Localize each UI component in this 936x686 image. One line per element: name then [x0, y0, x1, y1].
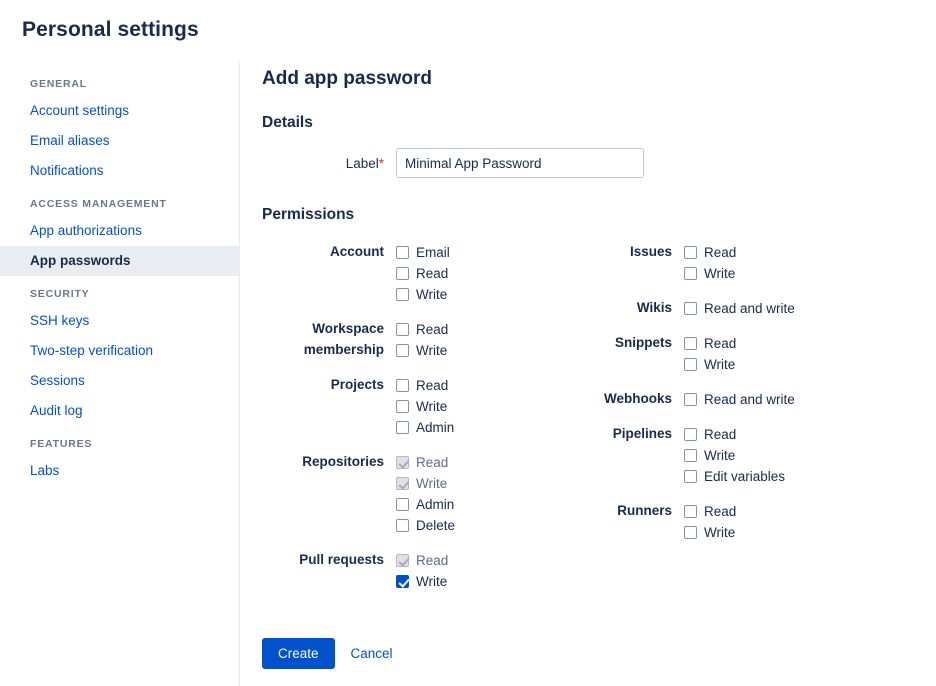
permission-group [262, 240, 550, 305]
permission-item [684, 298, 795, 319]
permission-item [396, 417, 454, 438]
create-button[interactable]: Create [262, 638, 335, 669]
permissions-left-column [262, 240, 550, 604]
page-layout [0, 62, 936, 686]
checkbox-workspace-write[interactable] [396, 344, 409, 357]
permission-item [684, 445, 785, 466]
permission-item-list [684, 387, 795, 410]
permission-item-list [684, 240, 736, 284]
permission-item-list [396, 548, 448, 592]
permission-item [396, 284, 450, 305]
checkbox-projects-admin[interactable] [396, 421, 409, 434]
checkbox-pipelines-read[interactable] [684, 428, 697, 441]
sidebar-group-title: GENERAL [30, 78, 87, 90]
permission-item-list [684, 422, 785, 487]
permission-item [396, 452, 455, 473]
checkbox-workspace-read[interactable] [396, 323, 409, 336]
permission-item-list [684, 499, 736, 543]
permission-group-name: Wikis [636, 300, 672, 315]
permissions-columns [262, 240, 936, 604]
permission-item-label: Write [416, 574, 448, 589]
permission-item-list [396, 450, 455, 536]
label-input[interactable] [396, 148, 644, 178]
permission-item-label: Read [704, 336, 737, 351]
label-field-text: Label [345, 155, 379, 171]
permission-item [396, 473, 455, 494]
permission-item-label: Read and write [704, 392, 795, 407]
sidebar-item-ssh-keys[interactable]: SSH keys [30, 313, 90, 328]
permission-group-name: Pipelines [612, 426, 672, 441]
checkbox-repositories-admin[interactable] [396, 498, 409, 511]
sidebar-item-audit-log[interactable]: Audit log [30, 403, 83, 418]
permission-group-label [262, 548, 396, 592]
checkbox-wikis-read-and-write[interactable] [684, 302, 697, 315]
permission-item-label: Read [416, 378, 449, 393]
main-content [240, 62, 936, 686]
permission-item-list [396, 373, 454, 438]
permission-item-label: Write [416, 399, 448, 414]
permission-group [550, 422, 850, 487]
checkbox-repositories-read [396, 456, 409, 469]
checkbox-pull-requests-write[interactable] [396, 575, 409, 588]
checkbox-runners-write[interactable] [684, 526, 697, 539]
checkbox-pipelines-edit-variables[interactable] [684, 470, 697, 483]
label-field-label [262, 156, 396, 171]
permission-item [396, 375, 454, 396]
permission-item-list [396, 240, 450, 305]
permission-item-label: Write [416, 287, 448, 302]
checkbox-pipelines-write[interactable] [684, 449, 697, 462]
permission-group-label [262, 373, 396, 438]
checkbox-pull-requests-read [396, 554, 409, 567]
permission-item-label: Delete [416, 518, 456, 533]
permission-item-list [396, 317, 448, 361]
permission-group [262, 548, 550, 592]
permission-item [684, 389, 795, 410]
permission-item [684, 424, 785, 445]
checkbox-projects-read[interactable] [396, 379, 409, 392]
checkbox-account-write[interactable] [396, 288, 409, 301]
permission-item-label: Read [704, 504, 737, 519]
sidebar-item-two-step-verification[interactable]: Two-step verification [30, 343, 154, 358]
permission-item [396, 242, 450, 263]
checkbox-snippets-write[interactable] [684, 358, 697, 371]
permission-group-name-line2: membership [303, 342, 384, 357]
permission-item [684, 242, 736, 263]
permission-group-label [262, 317, 396, 361]
permission-item-label: Write [704, 525, 736, 540]
permission-item [684, 522, 736, 543]
permission-item [396, 571, 448, 592]
label-field-row [262, 148, 936, 178]
permission-item [684, 501, 736, 522]
permission-item-label: Read [704, 245, 737, 260]
sidebar-group-title: FEATURES [30, 438, 93, 450]
checkbox-snippets-read[interactable] [684, 337, 697, 350]
permission-group [550, 387, 850, 410]
permissions-section-title: Permissions [262, 206, 355, 223]
permission-group-name: Pull requests [299, 552, 384, 567]
checkbox-webhooks-read-and-write[interactable] [684, 393, 697, 406]
permission-item-label: Write [704, 448, 736, 463]
permission-item [396, 550, 448, 571]
permission-item [684, 354, 736, 375]
permission-group-name: Runners [617, 503, 672, 518]
sidebar [0, 62, 240, 686]
permission-group-name: Snippets [614, 335, 672, 350]
permission-item-label: Read and write [704, 301, 795, 316]
permission-item-label: Write [704, 266, 736, 281]
checkbox-issues-read[interactable] [684, 246, 697, 259]
permission-group-label [262, 450, 396, 536]
permission-item [396, 494, 455, 515]
permission-item-label: Email [416, 245, 450, 260]
permission-item [684, 333, 736, 354]
permission-item-label: Read [416, 266, 449, 281]
permission-group [550, 296, 850, 319]
checkbox-issues-write[interactable] [684, 267, 697, 280]
permission-item-label: Edit variables [704, 469, 786, 484]
permission-item-label: Admin [416, 497, 455, 512]
permission-item-list [684, 331, 736, 375]
permission-item-label: Read [416, 553, 449, 568]
permissions-right-column [550, 240, 850, 604]
permission-item [396, 515, 455, 536]
permission-item [684, 466, 785, 487]
permission-group [550, 499, 850, 543]
checkbox-account-email[interactable] [396, 246, 409, 259]
permission-group [262, 317, 550, 361]
permission-item [396, 263, 450, 284]
sidebar-item-sessions[interactable]: Sessions [30, 373, 85, 388]
details-section-title: Details [262, 114, 313, 131]
checkbox-projects-write[interactable] [396, 400, 409, 413]
permission-group-name: Account [330, 244, 384, 259]
permission-group-label [550, 240, 684, 284]
permission-item-label: Read [704, 427, 737, 442]
permission-group [262, 373, 550, 438]
checkbox-repositories-write [396, 477, 409, 490]
checkbox-runners-read[interactable] [684, 505, 697, 518]
permission-group-name: Issues [629, 244, 672, 259]
permission-item-label: Write [704, 357, 736, 372]
permission-item-label: Read [416, 455, 449, 470]
sidebar-item-account-settings[interactable]: Account settings [30, 103, 130, 118]
required-marker: * [378, 155, 384, 171]
sidebar-group-title: SECURITY [30, 288, 90, 300]
cancel-link[interactable]: Cancel [350, 646, 393, 661]
page-title: Personal settings [22, 18, 199, 41]
permission-item [396, 319, 448, 340]
sidebar-group-title: ACCESS MANAGEMENT [30, 198, 167, 210]
permission-item-label: Read [416, 322, 449, 337]
permission-group-label [550, 296, 684, 319]
form-actions [262, 638, 936, 669]
permission-group-name: Projects [330, 377, 384, 392]
checkbox-account-read[interactable] [396, 267, 409, 280]
permission-group [550, 240, 850, 284]
sidebar-item-email-aliases[interactable]: Email aliases [30, 133, 110, 148]
permission-group-name: Workspace [312, 321, 384, 336]
permission-group-name: Repositories [302, 454, 384, 469]
permission-group-label [550, 331, 684, 375]
permission-group [262, 450, 550, 536]
permission-group [550, 331, 850, 375]
sidebar-item-notifications[interactable]: Notifications [30, 163, 104, 178]
permission-group-label [550, 499, 684, 543]
main-title: Add app password [262, 68, 432, 89]
sidebar-item-app-authorizations[interactable]: App authorizations [30, 223, 142, 238]
permission-group-label [550, 422, 684, 487]
permission-group-label [262, 240, 396, 305]
checkbox-repositories-delete[interactable] [396, 519, 409, 532]
permission-item [684, 263, 736, 284]
sidebar-item-labs[interactable]: Labs [30, 463, 60, 478]
permission-item-label: Write [416, 476, 448, 491]
permission-group-label [550, 387, 684, 410]
permission-item-label: Admin [416, 420, 455, 435]
sidebar-item-app-passwords[interactable]: App passwords [0, 246, 239, 276]
permission-item-label: Write [416, 343, 448, 358]
permission-item [396, 340, 448, 361]
permission-item [396, 396, 454, 417]
permission-item-list [684, 296, 795, 319]
permission-group-name: Webhooks [603, 391, 672, 406]
